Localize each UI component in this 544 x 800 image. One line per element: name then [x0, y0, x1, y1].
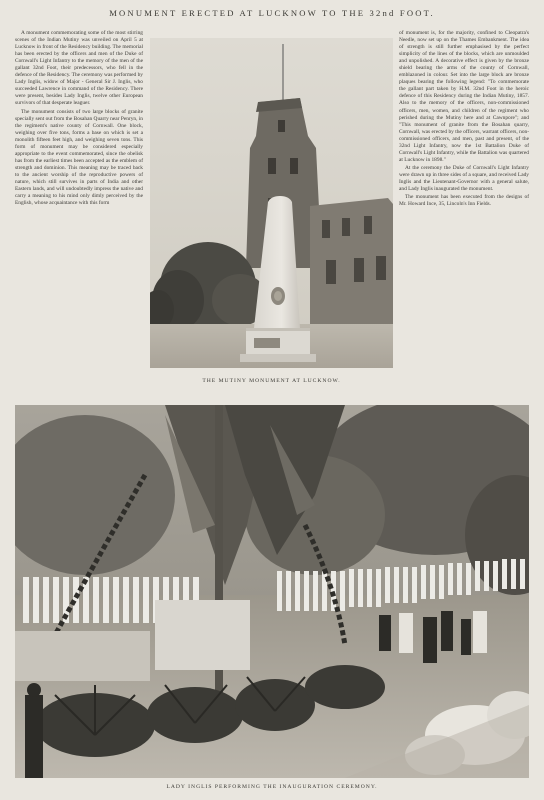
monument-photo-illustration	[150, 38, 393, 368]
article-paragraph: of monument is, for the majority, confined to Cleopatra's Needle, now set up on the Thames Embankment. The idea of strength is still further emphasised by the perfect simplicity of the lines of the blocks, which are unmoulded and unpolished. A decorative effect is given by the bronze shield bearing the arms of the county of Cornwall, emblazoned in colour. Set into the large block are bronze plaques bearing the following legend: "To commemorate the gallant part taken by H.M. 32nd Foot in the heroic defence of this Residency during the Indian Mutiny, 1857. Also to the memory of the officers, non-commissioned officers, men, women, and children of the regiment who perished during the Mutiny here and at Cawnpore"; and "This monument of granite from the Bosahan quarry, Cornwall, was erected by the officers, warrant officers, non-commissioned officers, and men, past and present, of the 32nd Light Infantry, now the 1st Battalion Duke of Cornwall's Light Infantry, while the Battalion was quartered at Lucknow in 1898."	[399, 30, 529, 163]
article-right-column	[399, 30, 529, 208]
ceremony-photograph	[15, 405, 529, 778]
page-title: MONUMENT ERECTED AT LUCKNOW TO THE 32nd FOOT.	[109, 8, 435, 18]
article-paragraph: The monument consists of two large blocks of granite specially sent out from the Bosahan Quarry near Penryn, in the regiment's native county of Cornwall. One block, weighing over five tons, forms a base on which is set a monolith fifteen feet high, and weighing seven tons. This form of monument may be considered especially appropriate to the event commemorated, since the obelisk has from the earliest times been accepted as the emblem of strength and dominion. This meaning may be traced back to the ancient worship of the reproductive powers of nature, which still survives in parts of India and other Eastern lands, and will undoubtedly impress the native and carry a meaning to his mind only dimly perceived by the English, whose acquaintance with this form	[15, 108, 143, 207]
monument-photograph	[150, 38, 393, 368]
article-paragraph: A monument commemorating some of the most stirring scenes of the Indian Mutiny was unveiled on April 5 at Lucknow in front of the Residency building. The memorial has been erected by the officers and men of the Duke of Cornwall's Light Infantry to the memory of the men of the gallant 32nd Foot, their predecessors, who fell in the defence of the Residency. The ceremony was performed by Lady Inglis, widow of Major - General Sir J. Inglis, who succeeded Lawrence in command of the Residency. There were present, besides Lady Inglis, twelve other European survivors of that desperate leaguer.	[15, 30, 143, 107]
ceremony-photo-illustration	[15, 405, 529, 778]
ceremony-photo-caption: LADY INGLIS PERFORMING THE INAUGURATION CEREMONY.	[166, 784, 378, 790]
monument-photo-caption: THE MUTINY MONUMENT AT LUCKNOW.	[202, 378, 341, 384]
article-paragraph: The monument has been executed from the designs of Mr. Howard Ince, 35, Lincoln's Inn Fields.	[399, 194, 529, 208]
article-left-column	[15, 30, 143, 207]
article-paragraph: At the ceremony the Duke of Cornwall's Light Infantry were drawn up in three sides of a square, and received Lady Inglis and the Lieutenant-Governor with a general salute, and Lady Inglis inaugurated the monument.	[399, 164, 529, 193]
